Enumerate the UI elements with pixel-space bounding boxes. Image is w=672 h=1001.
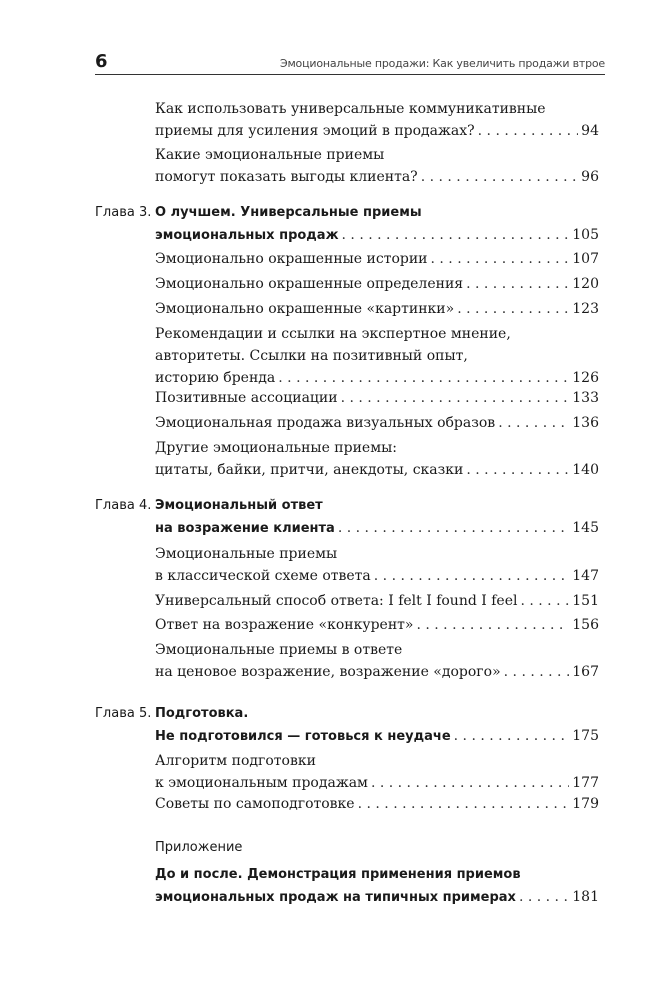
toc-page-number: 136 [572,415,599,431]
chapter-title [155,703,599,748]
toc-entry-text: к эмоциональным продажам [155,775,368,791]
chapter-label: Глава 3. [95,205,152,220]
running-head: Эмоциональные продажи: Как увеличить продажи втрое [279,57,605,70]
toc-entry [155,248,599,270]
toc-page-number: 126 [572,370,599,386]
toc-entry-text: цитаты, байки, притчи, анекдоты, сказки [155,462,464,478]
toc-entry [155,387,599,409]
appendix-title-text: До и после. Демонстрация применения приемов [155,867,521,882]
toc-entry-text: Эмоционально окрашенные «картинки» [155,301,455,317]
toc-page-number: 107 [572,251,599,267]
toc-page-number: 179 [572,796,599,812]
appendix-label: Приложение [155,840,243,855]
chapter-label: Глава 5. [95,706,152,721]
toc-page-number: 181 [572,889,599,905]
toc-page-number: 120 [572,276,599,292]
chapter-title-text: Не подготовился — готовься к неудаче [155,729,451,744]
toc-page-number: 94 [581,123,599,139]
toc-entry [155,412,599,434]
toc-page-number: 177 [572,775,599,791]
appendix-title-text: эмоциональных продаж на типичных примерах [155,890,516,905]
toc-entry-text: Эмоциональные приемы [155,546,338,562]
toc-page-number: 96 [581,169,599,185]
toc-entry [155,614,599,636]
toc-entry-text: Универсальный способ ответа: I felt I found I feel [155,593,518,609]
toc-entry-text: авторитеты. Ссылки на позитивный опыт, [155,348,468,364]
toc-page-number: 156 [572,617,599,633]
toc-entry [155,298,599,320]
toc-page-number: 105 [572,227,599,243]
toc-entry-text: Эмоционально окрашенные определения [155,276,464,292]
toc-entry [155,144,599,188]
toc-entry-text: Эмоциональная продажа визуальных образов [155,415,496,431]
toc-entry-text: Эмоциональные приемы в ответе [155,642,403,658]
toc-page-number: 167 [572,664,599,680]
toc-page-number: 147 [572,568,599,584]
toc-entry-text: Алгоритм подготовки [155,753,316,769]
toc-entry-text: Эмоционально окрашенные истории [155,251,428,267]
chapter-title-text: эмоциональных продаж [155,228,339,243]
toc-entry-text: Советы по самоподготовке [155,796,355,812]
toc-entry-text: Ответ на возражение «конкурент» [155,617,414,633]
toc-entry [155,750,599,794]
toc-page-number: 123 [572,301,599,317]
toc-entry-text: Как использовать универсальные коммуникативные [155,101,546,117]
toc-entry [155,639,599,683]
chapter-label: Глава 4. [95,498,152,513]
toc-page-number: 151 [572,593,599,609]
page-header [95,48,605,75]
chapter-title-text: Подготовка. [155,706,249,721]
toc-entry-text: Другие эмоциональные приемы: [155,440,397,456]
chapter-title-text: О лучшем. Универсальные приемы [155,205,422,220]
toc-page-number: 140 [572,462,599,478]
toc-entry-text: историю бренда [155,370,276,386]
appendix-title [155,864,599,909]
page-number: 6 [95,51,108,72]
toc-entry-text: помогут показать выгоды клиента? [155,169,418,185]
toc-entry-text: Какие эмоциональные приемы [155,147,385,163]
toc-entry [155,543,599,587]
toc-entry-text: Рекомендации и ссылки на экспертное мнение, [155,326,511,342]
toc-entry-text: в классической схеме ответа [155,568,371,584]
toc-page-number: 133 [572,390,599,406]
toc-entry [155,793,599,815]
toc-entry-text: на ценовое возражение, возражение «дорого» [155,664,501,680]
toc-entry-text: приемы для усиления эмоций в продажах? [155,123,475,139]
toc-page-number: 145 [572,520,599,536]
chapter-title [155,202,599,247]
chapter-title-text: на возражение клиента [155,521,335,536]
toc-page-number: 175 [572,728,599,744]
chapter-title [155,495,599,540]
chapter-title-text: Эмоциональный ответ [155,498,323,513]
toc-entry [155,98,599,142]
toc-entry [155,273,599,295]
toc-entry-text: Позитивные ассоциации [155,390,338,406]
toc-entry [155,590,599,612]
toc-entry [155,437,599,481]
toc-entry [155,323,599,389]
